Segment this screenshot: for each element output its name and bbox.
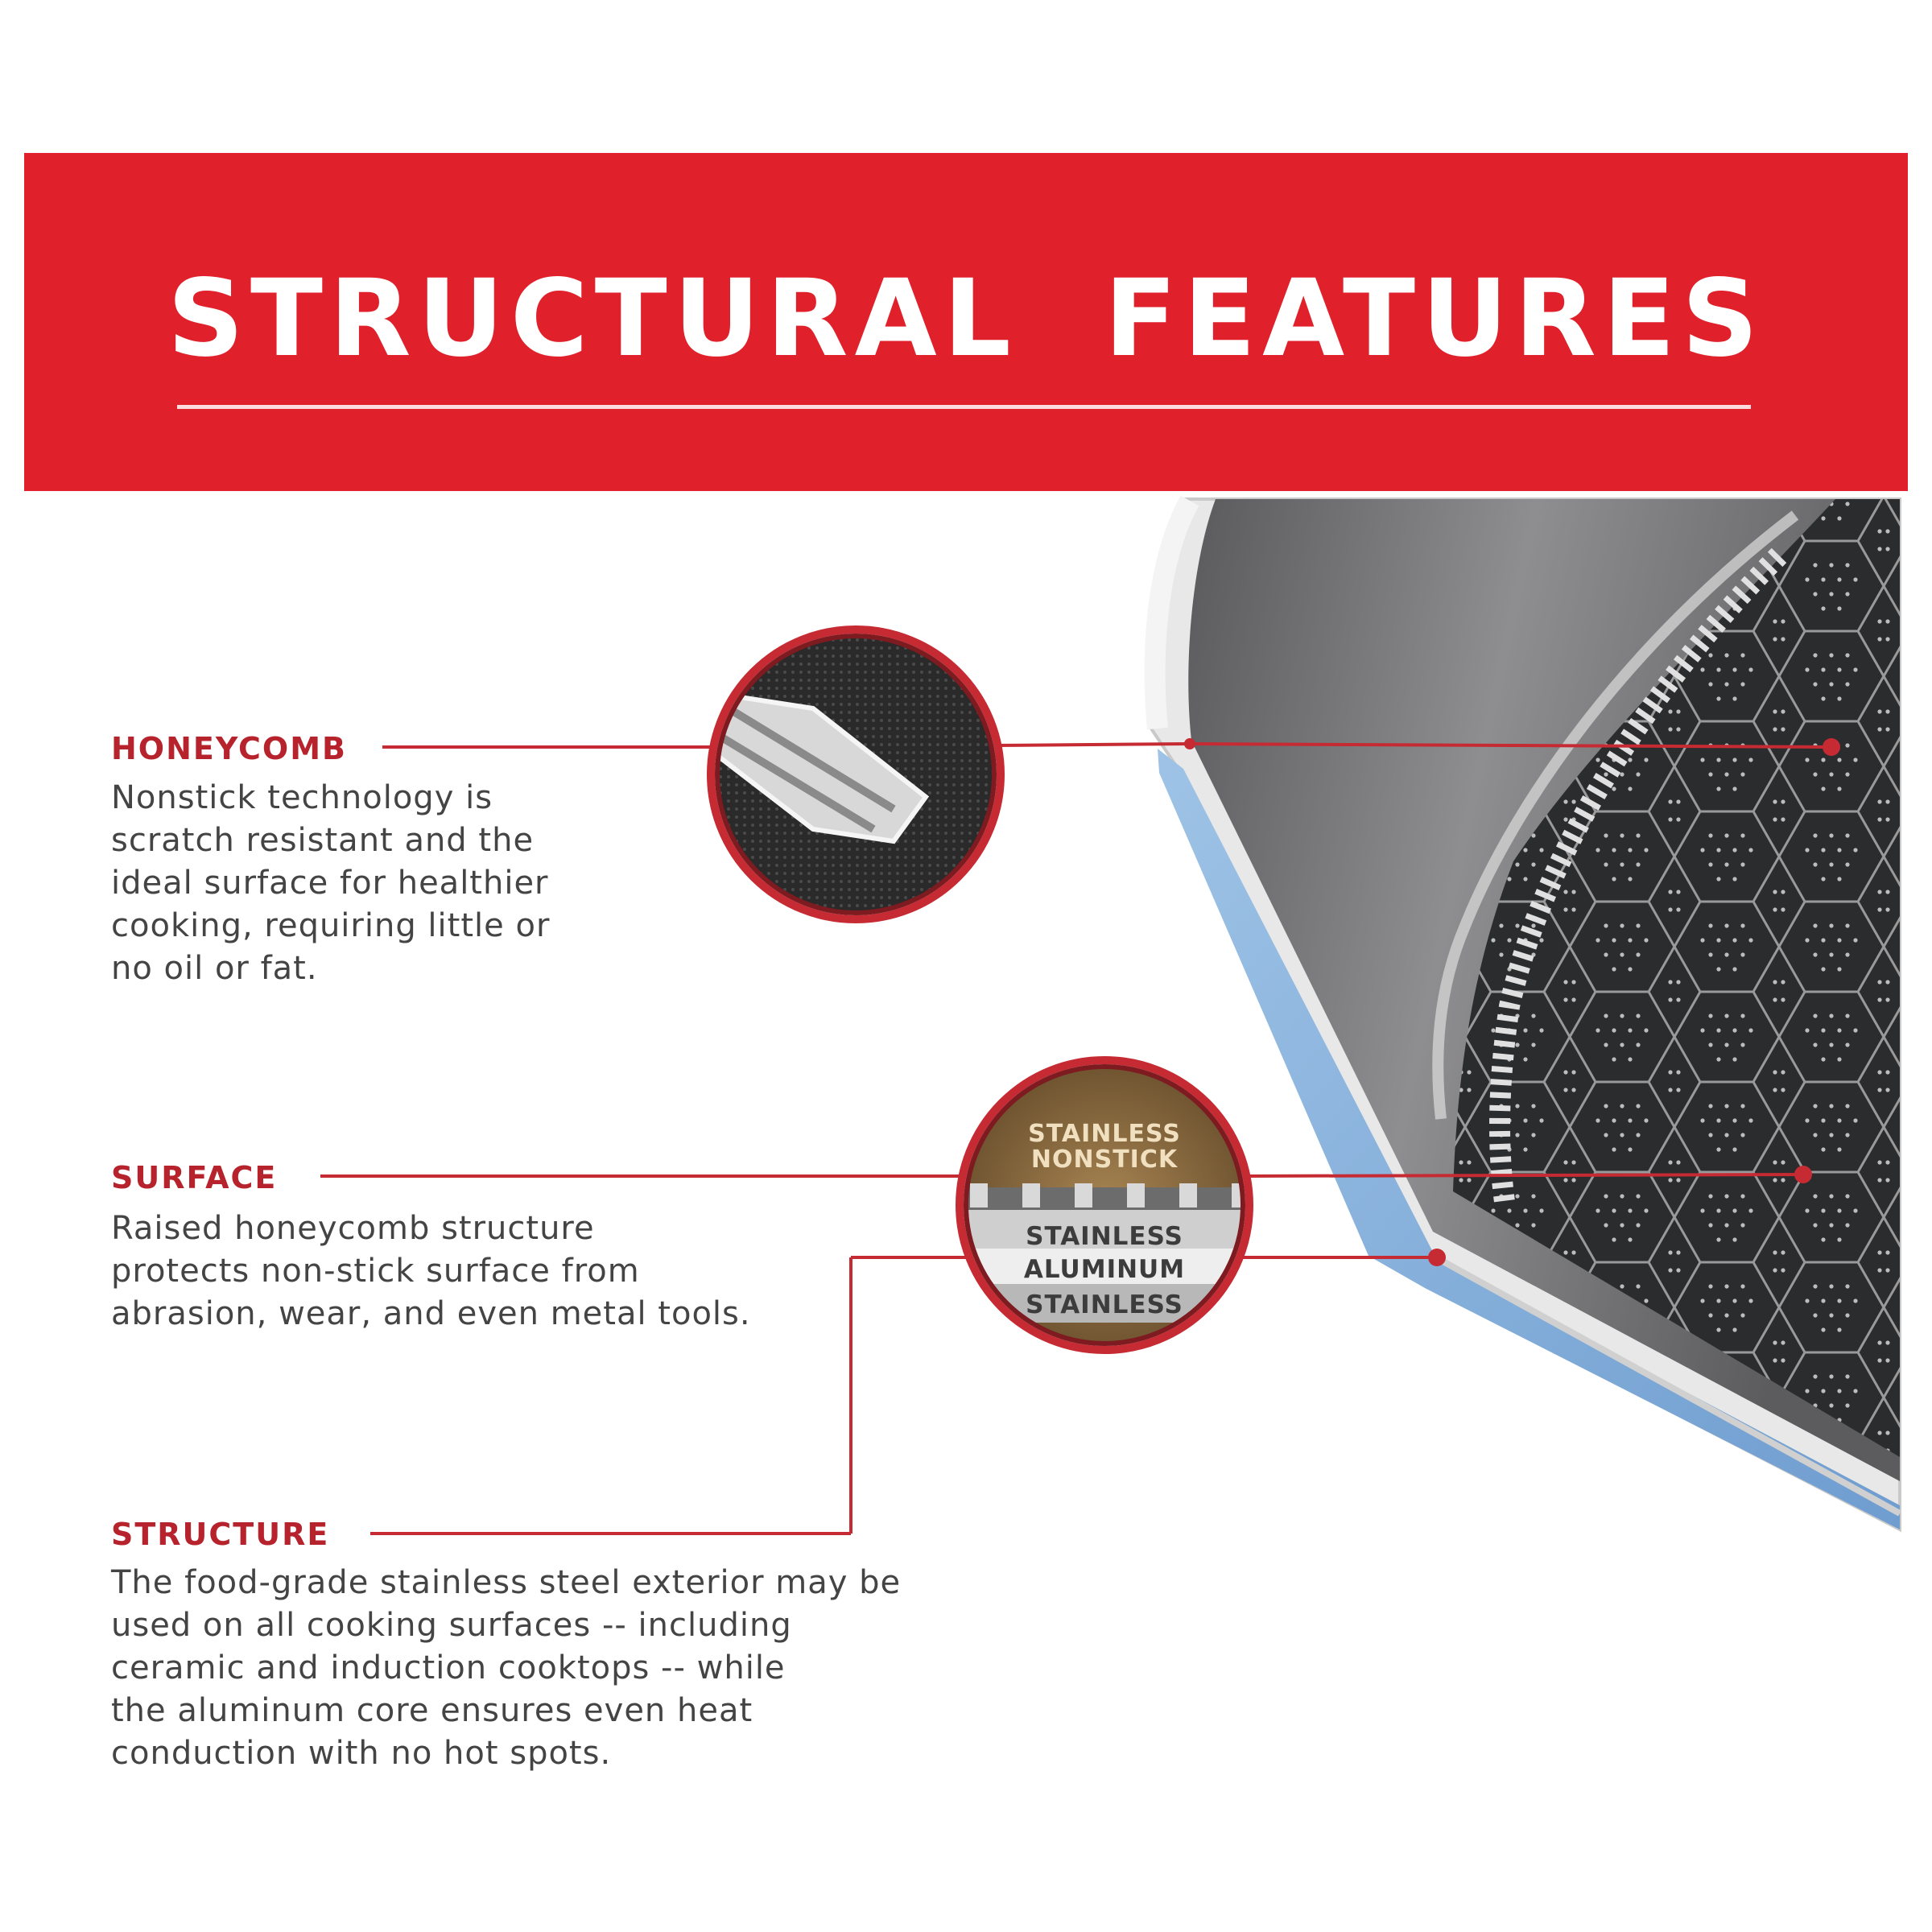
text-line: abrasion, wear, and even metal tools. [111, 1295, 751, 1332]
text-line: the aluminum core ensures even heat [111, 1692, 753, 1729]
honeycomb-magnifier [708, 628, 1006, 926]
layer-label-nonstick: NONSTICK [1030, 1146, 1179, 1174]
structure-heading: STRUCTURE [111, 1517, 330, 1552]
text-line: ideal surface for healthier [111, 865, 549, 902]
text-line: Nonstick technology is [111, 779, 493, 816]
text-line: scratch resistant and the [111, 822, 535, 859]
structure-point [1428, 1249, 1446, 1266]
text-line: protects non-stick surface from [111, 1253, 640, 1290]
text-line: conduction with no hot spots. [111, 1735, 612, 1772]
text-line: Raised honeycomb structure [111, 1210, 595, 1247]
text-line: no oil or fat. [111, 950, 318, 987]
layer-label-stainless-2: STAINLESS [1026, 1290, 1183, 1319]
layer-label-stainless-1: STAINLESS [1026, 1222, 1183, 1251]
layer-magnifier [958, 1060, 1256, 1352]
structure-description [111, 1562, 997, 1775]
honeycomb-point [1823, 738, 1840, 756]
text-line: ceramic and induction cooktops -- while [111, 1649, 786, 1686]
surface-point [1794, 1166, 1812, 1183]
page-title: STRUCTURAL FEATURES [167, 257, 1765, 381]
surface-description [111, 1208, 852, 1335]
honeycomb-description [111, 777, 739, 990]
honeycomb-heading: HONEYCOMB [111, 731, 347, 766]
text-line: The food-grade stainless steel exterior may be [111, 1564, 902, 1601]
layer-label-aluminum: ALUMINUM [1023, 1255, 1186, 1284]
text-line: used on all cooking surfaces -- including [111, 1607, 792, 1644]
surface-heading: SURFACE [111, 1160, 278, 1195]
text-line: cooking, requiring little or [111, 907, 551, 944]
layer-label-stainless-top: STAINLESS [1028, 1120, 1181, 1148]
